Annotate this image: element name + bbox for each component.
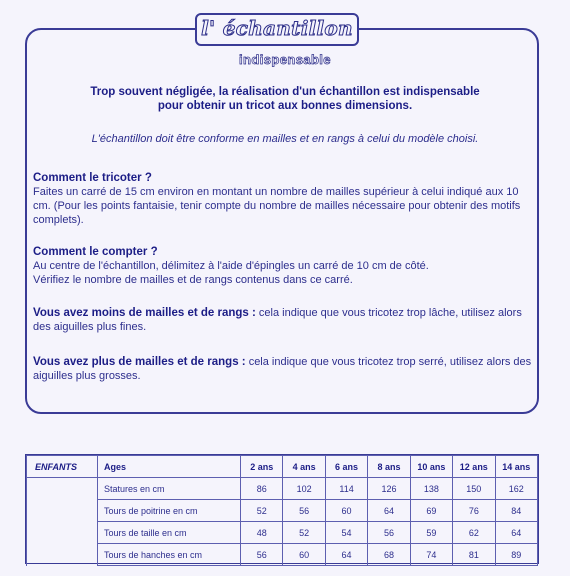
intro-text <box>40 85 530 113</box>
table-cell: 52 <box>241 500 283 522</box>
table-cell: 52 <box>283 522 325 544</box>
table-blank-cell <box>27 478 98 500</box>
page-title: l' échantillon <box>201 16 353 40</box>
section-body: cela indique que vous tricotez trop lâche, utilisez alors des aiguilles plus fines. <box>33 307 522 333</box>
intro-line-2: pour obtenir un tricot aux bonnes dimensions. <box>157 100 413 112</box>
table-cell: 89 <box>495 544 537 566</box>
table-row <box>27 544 538 566</box>
intro-line-1: Trop souvent négligée, la réalisation d'un échantillon est indispensable <box>90 86 480 98</box>
table-column-header: 2 ans <box>241 456 283 478</box>
table-cell: 59 <box>410 522 452 544</box>
table-cell: 69 <box>410 500 452 522</box>
table-column-header: 14 ans <box>495 456 537 478</box>
table-label-header: Ages <box>98 456 241 478</box>
section-body: Au centre de l'échantillon, délimitez à l'aide d'épingles un carré de 10 cm de côté. <box>33 260 429 272</box>
table-cell: 86 <box>241 478 283 500</box>
page-subtitle: indispensable <box>239 52 331 67</box>
table-cell: 60 <box>283 544 325 566</box>
table-row <box>27 522 538 544</box>
table-row <box>27 478 538 500</box>
table-cell: 126 <box>368 478 410 500</box>
section-body: Faites un carré de 15 cm environ en montant un nombre de mailles supérieur à celui indiqué aux 10 cm. (Pour les points fantaisie, tenir compte du nombre de mailles nécessaire pour obtenir des motifs complets). <box>33 186 521 226</box>
table-cell: 56 <box>283 500 325 522</box>
table-blank-cell <box>27 522 98 544</box>
section-paragraph <box>33 355 535 383</box>
section-heading: Comment le compter ? <box>33 246 158 258</box>
table-row-label: Tours de taille en cm <box>98 522 241 544</box>
section-fewer-stitches <box>33 306 535 334</box>
table-cell: 48 <box>241 522 283 544</box>
table-cell: 102 <box>283 478 325 500</box>
table-cell: 76 <box>453 500 495 522</box>
table-cell: 162 <box>495 478 537 500</box>
section-more-stitches <box>33 355 535 383</box>
table-cell: 54 <box>325 522 367 544</box>
table-cell: 60 <box>325 500 367 522</box>
size-table <box>25 454 539 564</box>
section-paragraph <box>33 306 535 334</box>
italic-note: L'échantillon doit être conforme en mailles et en rangs à celui du modèle choisi. <box>91 133 479 145</box>
section-heading: Vous avez moins de mailles et de rangs : <box>33 307 256 319</box>
table-row <box>27 500 538 522</box>
table-cell: 56 <box>368 522 410 544</box>
table-cell: 81 <box>453 544 495 566</box>
table-cell: 84 <box>495 500 537 522</box>
table-cell: 114 <box>325 478 367 500</box>
table-cell: 74 <box>410 544 452 566</box>
table-column-header: 10 ans <box>410 456 452 478</box>
section-body-2: Vérifiez le nombre de mailles et de rangs contenus dans ce carré. <box>33 274 353 286</box>
table-cell: 64 <box>325 544 367 566</box>
table-cell: 68 <box>368 544 410 566</box>
section-heading: Vous avez plus de mailles et de rangs : <box>33 356 246 368</box>
section-how-to-count <box>33 245 535 287</box>
table-column-header: 8 ans <box>368 456 410 478</box>
table-cell: 64 <box>495 522 537 544</box>
table-row-label: Statures en cm <box>98 478 241 500</box>
table-group-label: ENFANTS <box>27 456 98 478</box>
title-badge <box>195 13 359 46</box>
section-how-to-knit <box>33 171 535 227</box>
table-header-row <box>27 456 538 478</box>
table-row-label: Tours de hanches en cm <box>98 544 241 566</box>
table-cell: 150 <box>453 478 495 500</box>
section-heading: Comment le tricoter ? <box>33 172 152 184</box>
table-cell: 64 <box>368 500 410 522</box>
table-blank-cell <box>27 544 98 566</box>
table-cell: 62 <box>453 522 495 544</box>
table-column-header: 6 ans <box>325 456 367 478</box>
table-row-label: Tours de poitrine en cm <box>98 500 241 522</box>
table-column-header: 4 ans <box>283 456 325 478</box>
section-body: cela indique que vous tricotez trop serré, utilisez alors des aiguilles plus grosses. <box>33 356 532 382</box>
table-column-header: 12 ans <box>453 456 495 478</box>
table-cell: 138 <box>410 478 452 500</box>
table-blank-cell <box>27 500 98 522</box>
size-table-grid <box>26 455 538 566</box>
table-cell: 56 <box>241 544 283 566</box>
